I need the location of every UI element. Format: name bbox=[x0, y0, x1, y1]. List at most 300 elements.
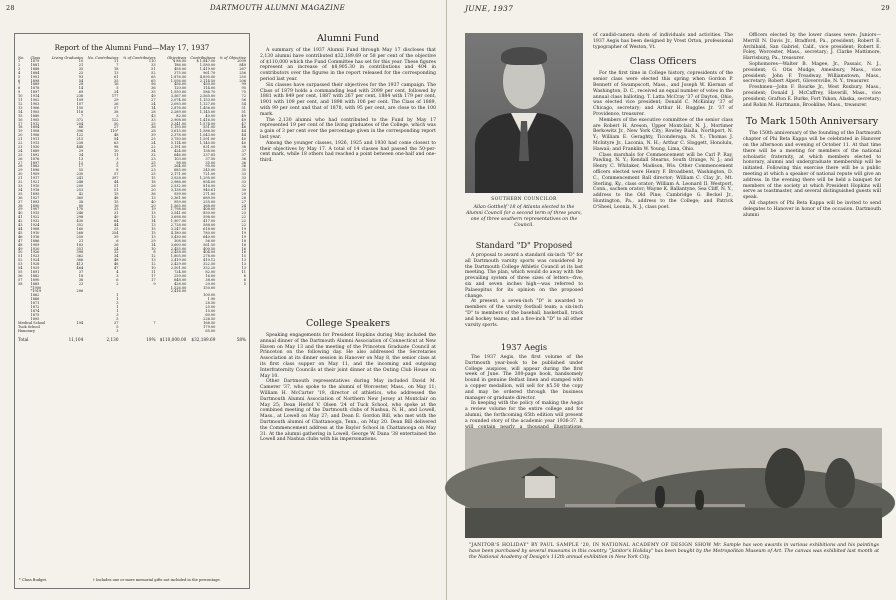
table-cell: 1,295.00 bbox=[199, 176, 216, 181]
college-speakers-article bbox=[260, 318, 436, 594]
table-cell: 2,361.00 bbox=[170, 195, 187, 200]
table-cell: 2,114.50 bbox=[199, 78, 216, 83]
table-cell: 34 bbox=[18, 187, 23, 192]
table-cell: 46 bbox=[241, 125, 246, 130]
table-cell: 2,191.00 bbox=[170, 144, 187, 149]
table-cell: 10 bbox=[151, 246, 156, 251]
table-cell: 39 bbox=[151, 133, 156, 138]
table-cell: 158.00 bbox=[203, 148, 216, 153]
table-cell: 14 bbox=[18, 109, 23, 114]
table-cell: 1,127.00 bbox=[199, 101, 216, 106]
table-cell: 17 bbox=[151, 277, 156, 282]
table-cell: 49 bbox=[18, 246, 23, 251]
table-cell: 160 bbox=[76, 226, 84, 231]
table-cell: 31 bbox=[114, 211, 119, 216]
table-cell: 23 bbox=[241, 207, 246, 212]
table-cell: 404.00 bbox=[203, 250, 216, 255]
table-cell: 168.50 bbox=[203, 320, 216, 325]
table-cell: 27 bbox=[114, 125, 119, 130]
table-cell: 1909 bbox=[30, 242, 40, 247]
table-cell: 1920 bbox=[30, 246, 40, 251]
paragraph: Six classes have surpassed their objectives for the 1937 campaign. The Class of 1879 holds a commanding lead with 2099 per cent, followed by 1881 with 849 per cent, 1887 with 267 per cent, 1884 with 179 per cent, 1901 with 109 per cent, and 1898 with 106 per cent. The Class of 1889, with 99 per cent and that of 1878, with 95 per cent, are close to the 100 mark. bbox=[260, 82, 436, 117]
table-cell: 1,550.00 bbox=[170, 90, 187, 95]
table-cell: 20 bbox=[18, 133, 23, 138]
table-cell: 1912 bbox=[30, 121, 40, 126]
table-cell: 3,430.00 bbox=[170, 234, 187, 239]
table-cell: 21 bbox=[78, 62, 84, 67]
table-cell: 33 bbox=[241, 176, 246, 181]
table-cell: 38 bbox=[18, 203, 23, 208]
table-cell: Tuck School bbox=[18, 324, 40, 329]
table-cell: 854.00 bbox=[203, 180, 216, 185]
class-officers-article bbox=[593, 33, 733, 423]
table-cell: 1911 bbox=[30, 137, 40, 142]
table-cell: 1,876.00 bbox=[170, 74, 187, 79]
table-cell: 11 bbox=[241, 269, 246, 274]
table-cell: 9 bbox=[18, 90, 21, 95]
table-cell: 19% bbox=[146, 337, 156, 343]
table-cell: 1,456.00 bbox=[199, 105, 216, 110]
table-cell: 1922 bbox=[30, 215, 40, 220]
table-cell: 264.00 bbox=[174, 164, 187, 169]
table-cell: 107 bbox=[76, 101, 84, 106]
table-cell: 48 bbox=[18, 242, 23, 247]
table-cell: 58 bbox=[18, 281, 23, 286]
table-cell: 24 bbox=[151, 101, 156, 106]
table-cell: 122 bbox=[111, 117, 119, 122]
table-cell: 49 bbox=[241, 113, 246, 118]
table-cell: 25 bbox=[114, 226, 119, 231]
table-cell: 34 bbox=[151, 148, 156, 153]
table-cell: 1,043.00 bbox=[199, 133, 216, 138]
table-cell: 13 bbox=[241, 258, 246, 263]
table-cell: 37 bbox=[241, 148, 246, 153]
table-cell: 18 bbox=[78, 273, 84, 278]
table-cell: 58% bbox=[236, 337, 246, 343]
table-cell: 15.00 bbox=[205, 309, 216, 313]
table-cell: 23 bbox=[241, 211, 246, 216]
table-cell: $32,189.69 bbox=[191, 337, 216, 343]
table-cell: 1874 bbox=[30, 309, 40, 313]
table-cell: 396 bbox=[76, 129, 84, 134]
painting-caption-title: "JANITOR'S HOLIDAY" BY PAUL SAMPLE '20, IN NATIONAL ACADEMY OF DESIGN SHOW bbox=[469, 543, 712, 548]
table-cell: 13 bbox=[78, 156, 84, 161]
table-cell: 37 bbox=[78, 269, 84, 274]
table-cell: 22 bbox=[241, 223, 246, 228]
footnote-class-budget: * Class Budget. bbox=[19, 578, 48, 582]
table-cell: 19 bbox=[151, 207, 156, 212]
table-cell: 250 bbox=[239, 74, 246, 79]
table-cell: 186.00 bbox=[174, 62, 187, 67]
table-cell: 56 bbox=[151, 82, 156, 87]
table-cell: 430 bbox=[76, 219, 84, 224]
table-cell: 65 bbox=[151, 78, 156, 83]
table-cell: 42 bbox=[78, 191, 84, 196]
table-cell: 322.50 bbox=[203, 262, 216, 267]
col-header: % of Objective bbox=[219, 56, 246, 60]
table-cell: 780.00 bbox=[203, 230, 216, 235]
table-cell: 245.00 bbox=[203, 168, 216, 173]
table-cell: 99 bbox=[241, 82, 246, 87]
paragraph: For the first time in College history, copresidents of the senior class were elected this spring when Gordon P. Bennett of Swampscott, Mass., and Joseph W. Kiernan of Washington, D. C., received an equal number of votes in the annual class balloting. T. Latta McCray '37 of Dayton, Ohio, was elected vice president; Donald C. McKinlay '37 of Chicago, secretary; and Arthur H. Ruggles Jr. '37 of Providence, treasurer. bbox=[593, 71, 733, 117]
table-cell: 2,728.00 bbox=[170, 223, 187, 228]
table-cell: 17 bbox=[18, 121, 23, 126]
table-cell: 1895 bbox=[30, 316, 40, 321]
alumni-fund-report-table-box bbox=[14, 33, 250, 589]
paragraph: The 2,130 alumni who had contributed to the Fund by May 17 represented 19 per cent of the living graduates of the College, which was a gain of 3 per cent over the percentage given in the corresponding report last year. bbox=[260, 117, 436, 140]
table-cell: 40.00 bbox=[205, 113, 216, 118]
col-header: % of Contributors bbox=[123, 56, 156, 60]
paragraph: At present, a seven-inch "D" is awarded to members of the varsity football team; a six-inch "D" to members of the baseball, basketball, track and hockey teams; and a five-inch "D" to all other varsity sports. bbox=[465, 299, 583, 328]
table-cell: 1,419.00 bbox=[199, 66, 216, 71]
table-cell: 1895 bbox=[30, 191, 40, 196]
table-cell: 13 bbox=[241, 262, 246, 267]
table-cell: 1916 bbox=[30, 234, 40, 239]
table-cell: 16 bbox=[114, 203, 119, 208]
table-cell: 52 bbox=[151, 70, 156, 75]
table-cell: 1923 bbox=[30, 254, 40, 259]
table-cell: 179.00 bbox=[203, 324, 216, 329]
alumni-fund-table bbox=[17, 56, 247, 342]
table-cell: 50 bbox=[114, 121, 119, 126]
issue-date: JUNE, 1937 bbox=[465, 4, 514, 13]
table-cell: 1,416.50 bbox=[199, 117, 216, 122]
table-cell: 13 bbox=[241, 266, 246, 271]
table-cell: 53 bbox=[18, 262, 23, 267]
table-cell: 22 bbox=[241, 219, 246, 224]
table-cell: 850.00 bbox=[203, 211, 216, 216]
table-cell: 1880 bbox=[30, 113, 40, 118]
table-cell: 32 bbox=[151, 152, 156, 157]
table-cell: 3,567.00 bbox=[170, 94, 187, 99]
table-cell: 1924 bbox=[30, 258, 40, 263]
table-cell: 206 bbox=[239, 78, 246, 83]
table-cell: 215 bbox=[76, 137, 84, 142]
table-cell: 44 bbox=[114, 223, 119, 228]
table-cell: 65 bbox=[151, 74, 156, 79]
table-cell: 1924 bbox=[30, 223, 40, 228]
table-cell: 82.00 bbox=[205, 269, 216, 274]
paragraph: Sophomores—Walter B. Magee, Jr., Passaic, N. J., president; G. Otis Mudge, Amesbury, Mass., vice president; John F. Treadway, Williamstown, Mass., secretary; Robert Alpert, Gloversville, N. Y., treasurer. bbox=[743, 61, 881, 85]
table-cell: 37 bbox=[114, 320, 119, 325]
table-cell: 685.00 bbox=[174, 168, 187, 173]
table-cell: 98.00 bbox=[176, 160, 187, 165]
table-cell: 351 bbox=[76, 246, 84, 251]
table-cell: 2,093.00 bbox=[170, 101, 187, 106]
table-cell: 1905 bbox=[30, 109, 40, 114]
table-cell: 122 bbox=[76, 133, 84, 138]
table-cell: 352.20 bbox=[203, 266, 216, 271]
right-page bbox=[447, 0, 896, 600]
table-cell: 1,580.00 bbox=[199, 62, 216, 67]
table-cell: 1 bbox=[116, 305, 119, 310]
table-cell: 26 bbox=[114, 242, 119, 247]
table-cell: 1,056.00 bbox=[170, 78, 187, 83]
table-cell: 44 bbox=[241, 133, 246, 138]
table-cell: 51 bbox=[151, 66, 156, 71]
table-cell: 35 bbox=[18, 191, 23, 196]
table-cell: 2,289.00 bbox=[170, 109, 187, 114]
table-cell: 17 bbox=[78, 164, 84, 169]
table-cell: 2,419.00 bbox=[170, 258, 187, 263]
table-cell: $ 1,847.00 bbox=[196, 59, 216, 63]
table-cell: 5 bbox=[116, 164, 119, 169]
table-cell: 5 bbox=[116, 316, 119, 321]
table-cell: 424.00 bbox=[174, 148, 187, 153]
table-cell: 6 bbox=[243, 277, 246, 282]
table-cell: 1906 bbox=[30, 133, 40, 138]
table-cell: 278.00 bbox=[203, 254, 216, 259]
table-cell: 400.50 bbox=[203, 246, 216, 251]
table-cell: 268 bbox=[76, 230, 84, 235]
table-cell: 35 bbox=[114, 78, 119, 83]
table-cell: 16 bbox=[241, 246, 246, 251]
table-cell: 410.12 bbox=[203, 258, 216, 263]
table-cell: 1,195.00 bbox=[170, 125, 187, 130]
table-cell: 36 bbox=[241, 164, 246, 169]
table-cell: 39 bbox=[18, 207, 23, 212]
table-cell: 54 bbox=[114, 137, 119, 142]
table-total-row bbox=[17, 333, 247, 342]
table-cell: 32 bbox=[241, 184, 246, 188]
table-cell: 1,153.00 bbox=[199, 98, 216, 103]
painting-caption bbox=[469, 543, 879, 562]
table-cell: 25 bbox=[151, 137, 156, 142]
table-cell: 1921 bbox=[30, 180, 40, 185]
table-cell: 5,114.00 bbox=[170, 141, 187, 146]
table-cell: 24 bbox=[114, 246, 119, 251]
table-cell: 13 bbox=[114, 70, 119, 75]
table-cell: 2,171.00 bbox=[170, 172, 187, 177]
table-cell: $110,000.00 bbox=[159, 337, 187, 343]
table-cell: 23 bbox=[78, 281, 84, 286]
table-cell: 4,695.00 bbox=[199, 74, 216, 79]
table-cell: 1886 bbox=[30, 238, 40, 243]
table-cell: 3 bbox=[116, 312, 119, 317]
table-cell: 14 bbox=[78, 86, 84, 91]
table-cell: 22 bbox=[18, 141, 23, 146]
table-cell: 47 bbox=[114, 266, 119, 271]
table-cell: 49 bbox=[241, 117, 246, 122]
paragraph: Speaking engagements for President Hopkins during May included the annual dinner of the Dartmouth Alumni Association of Connecticut at New Haven on May 13 and the meeting of the Princeton Graduate Council at Princeton on the following day. He also addressed the Secretaries Association at its dinner session in Hanover on May 8, the senior class at its first class supper on May 11, and the incoming and outgoing Interfraternity Councils at their joint dinner at the Outing Club House on May 10. bbox=[260, 333, 436, 379]
table-cell: 7 bbox=[18, 82, 21, 87]
table-cell: 16 bbox=[18, 117, 23, 122]
table-cell: 43 bbox=[18, 223, 23, 228]
table-cell: 1890 bbox=[30, 277, 40, 282]
table-cell: 961.70 bbox=[203, 70, 216, 75]
table-cell: 13 bbox=[151, 215, 156, 220]
table-cell: 1917 bbox=[30, 176, 40, 181]
table-cell: 2,074.00 bbox=[170, 98, 187, 103]
table-cell: 7 bbox=[116, 62, 119, 67]
table-cell: 95 bbox=[241, 86, 246, 91]
table-cell: 29 bbox=[241, 191, 246, 196]
table-cell: 200 bbox=[76, 184, 84, 188]
table-cell: 1903 bbox=[30, 101, 40, 106]
table-cell: 10 bbox=[78, 59, 84, 63]
table-cell: 42 bbox=[18, 219, 23, 224]
table-cell: 54 bbox=[78, 78, 84, 83]
table-cell: 2,130 bbox=[106, 337, 119, 343]
table-cell: Total bbox=[18, 337, 29, 343]
paragraph: Freshmen—John F. Rourke Jr., West Roxbury, Mass., president; Donald J. McCaffrey, Haverill, Mass., vice president; Grafton E. Burke, Fort Yukon, Alaska, secretary; and Robin M. Hartmann, Brookline, Mass., treasurer. bbox=[743, 85, 881, 108]
table-cell: 9 bbox=[153, 281, 156, 286]
table-cell: 1,586.50 bbox=[199, 129, 216, 134]
college-speakers-heading: College Speakers bbox=[305, 318, 391, 329]
table-cell: 4 bbox=[116, 269, 119, 274]
table-cell: 816.00 bbox=[203, 184, 216, 188]
table-cell: 56 bbox=[241, 98, 246, 103]
table-cell: 365 bbox=[76, 195, 84, 200]
table-cell: 1 bbox=[116, 293, 119, 298]
table-cell: 248 bbox=[76, 180, 84, 185]
table-cell: 4,180.00 bbox=[170, 230, 187, 235]
table-cell: 3 bbox=[116, 301, 119, 306]
table-cell: 40 bbox=[151, 199, 156, 204]
table-cell: 2,565.00 bbox=[199, 94, 216, 99]
table-cell: 3,698.00 bbox=[170, 215, 187, 220]
table-cell: 52 bbox=[18, 258, 23, 263]
table-cell: 16 bbox=[114, 82, 119, 87]
table-cell: 1882 bbox=[30, 273, 40, 278]
table-cell: 1,805.00 bbox=[170, 254, 187, 259]
table-cell: 3,750.00 bbox=[170, 137, 187, 142]
table-cell: 109 bbox=[76, 98, 84, 103]
table-cell: 28 bbox=[18, 164, 23, 169]
table-cell: 15 bbox=[151, 176, 156, 181]
table-cell: 110° bbox=[110, 129, 119, 134]
table-cell: 1881 bbox=[30, 62, 40, 67]
table-cell: 1893 bbox=[30, 199, 40, 204]
table-cell: 29 bbox=[151, 238, 156, 243]
table-cell: 40 bbox=[241, 141, 246, 146]
table-cell: 3 bbox=[116, 328, 119, 333]
table-cell: 30 bbox=[241, 187, 246, 192]
table-cell: 1897 bbox=[30, 90, 40, 95]
pbk-heading: To Mark 150th Anniversary bbox=[745, 116, 879, 128]
table-cell: 1889 bbox=[30, 82, 40, 87]
table-cell: 56.00 bbox=[205, 238, 216, 243]
col-header: Contributions bbox=[190, 56, 216, 60]
table-cell: 10 bbox=[114, 148, 119, 153]
table-cell: 22 bbox=[151, 144, 156, 149]
table-cell: 28 bbox=[151, 129, 156, 134]
table-cell: 5 bbox=[18, 74, 21, 79]
table-cell: 44 bbox=[114, 180, 119, 185]
table-cell: 238 bbox=[76, 94, 84, 99]
table-cell: 1918 bbox=[30, 187, 40, 192]
table-cell: 2,458.00 bbox=[170, 250, 187, 255]
table-cell: 253 bbox=[76, 187, 84, 192]
table-cell: 33 bbox=[151, 62, 156, 67]
table-cell: 12 bbox=[18, 101, 23, 106]
table-cell: 3 bbox=[116, 160, 119, 165]
paragraph: Class marshals for Commencement will be Carl P. Ray, Pawling, N. Y.; Kendall Stearns, South Orange, N. J.; and Henry C. Whitaker, Madison, Wis. Other Commencement officers elected were Henry F. Broadbent, Washington, D. C., Commencement Ball director; William C. Clay Jr., Mt. Sterling, Ky., class orator; William A. Leonard II, Westport, Conn., sachem orator; Wayne K. Ballantyne, Sea Cliff, N. Y., address to the Old Pine; Cambridge G. Beckel Jr., Huntington, Pa., address to the College; and Patrick O'Sheel, Leonia, N. J., class poet. bbox=[593, 152, 733, 210]
table-cell: 98 bbox=[114, 144, 119, 149]
table-cell: 27 bbox=[18, 160, 23, 165]
table-cell: 35.00 bbox=[205, 160, 216, 165]
paragraph: Members of the executive committee of the senior class are Robert H. Areson, Upper Montclair, N. J., Mortimer Berkowitz Jr., New York City; Rowley Bialla, Northport, N. Y.; William E. Geraghty, Ticonderoga, N. Y.; Thomas J. McIntyre Jr., Laconia, N. H.; Arthur C. Sloggett, Honolulu, Hawaii; and Franklin W. Young, Lima, Ohio. bbox=[593, 117, 733, 152]
table-cell: 60.00 bbox=[205, 312, 216, 317]
table-cell: 3 bbox=[116, 113, 119, 118]
table-cell: 25 bbox=[151, 121, 156, 126]
table-cell: 26 bbox=[151, 184, 156, 188]
table-cell: 48 bbox=[114, 195, 119, 200]
col-header: Living Graduates bbox=[51, 56, 84, 60]
table-cell: 1,574.00 bbox=[199, 121, 216, 126]
table-cell: 28 bbox=[241, 195, 246, 200]
table-cell: 2,416.00 bbox=[170, 289, 187, 294]
table-cell: 2,532.00 bbox=[170, 184, 187, 188]
table-cell: 13 bbox=[18, 105, 23, 110]
table-cell: 48 bbox=[114, 262, 119, 267]
table-cell: 1896 bbox=[30, 168, 40, 173]
table-cell: 36 bbox=[241, 160, 246, 165]
table-cell: 20 bbox=[151, 203, 156, 208]
table-cell: 10 bbox=[151, 266, 156, 271]
table-cell: 19 bbox=[241, 234, 246, 239]
table-cell: 25 bbox=[151, 160, 156, 165]
table-cell: 2 bbox=[18, 62, 21, 67]
table-cell: 75 bbox=[241, 90, 246, 95]
table-cell: 51 bbox=[114, 184, 119, 188]
table-cell: 831.00 bbox=[203, 144, 216, 149]
table-cell: 36 bbox=[151, 86, 156, 91]
table-cell: 14 bbox=[151, 219, 156, 224]
table-cell: 1883 bbox=[30, 164, 40, 169]
table-cell: 24 bbox=[114, 90, 119, 95]
table-cell: 11 bbox=[151, 269, 156, 274]
table-cell: 11 bbox=[18, 98, 23, 103]
table-cell: 6 bbox=[243, 273, 246, 278]
table-cell: 66 bbox=[78, 125, 84, 130]
table-cell: 31 bbox=[18, 176, 23, 181]
table-cell: 40 bbox=[114, 215, 119, 220]
table-cell: 51 bbox=[114, 187, 119, 192]
table-cell: 1,798.00 bbox=[170, 207, 187, 212]
table-cell: 372 bbox=[76, 117, 84, 122]
table-cell: 1910 bbox=[30, 230, 40, 235]
table-cell: 1872 bbox=[30, 305, 40, 310]
right-page-number: 29 bbox=[881, 4, 890, 12]
table-cell: 44 bbox=[18, 226, 23, 231]
table-cell: 41 bbox=[18, 215, 23, 220]
table-cell: 57 bbox=[18, 277, 23, 282]
table-cell: 1,526.00 bbox=[170, 285, 187, 290]
table-cell: 1907 bbox=[30, 207, 40, 212]
table-cell: 23 bbox=[151, 168, 156, 173]
table-cell: 150 bbox=[76, 105, 84, 110]
table-cell: 4 bbox=[18, 70, 21, 75]
footnote-memorial-gifts: † Includes one or more memorial gifts not included in the percentage. bbox=[93, 578, 221, 582]
table-cell: 17 bbox=[151, 273, 156, 278]
table-cell: 2,429.00 bbox=[170, 262, 187, 267]
table-cell: 366 bbox=[76, 258, 84, 263]
table-cell: 3,615.00 bbox=[170, 129, 187, 134]
table-cell: 54 bbox=[18, 266, 23, 271]
table-cell: 259.00 bbox=[174, 273, 187, 278]
table-cell: 32 bbox=[114, 250, 119, 255]
table-cell: 1878 bbox=[30, 86, 40, 91]
table-cell: 721.00 bbox=[203, 172, 216, 177]
col-header: Class bbox=[30, 56, 41, 60]
table-cell: 28.50 bbox=[205, 301, 216, 306]
table-cell: 43 bbox=[151, 113, 156, 118]
table-cell: 5 bbox=[243, 281, 246, 286]
table-cell: 33 bbox=[151, 117, 156, 122]
table-cell: 38 bbox=[114, 109, 119, 114]
table-cell: 448 bbox=[76, 144, 84, 149]
